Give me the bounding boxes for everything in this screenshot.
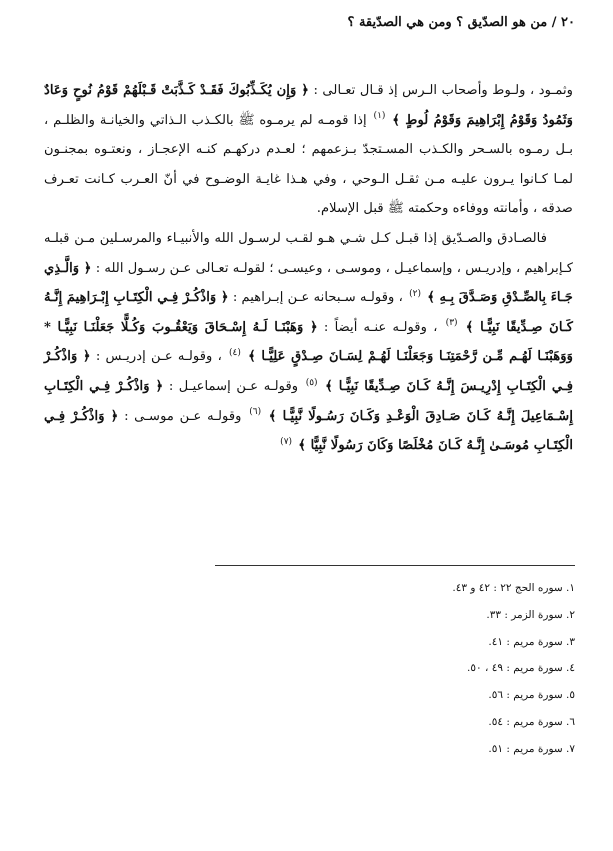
quran-verse-4: ﴿ وَهَبْنَـا لَـهُ إِسْـحَاقَ وَيَعْقُـوبَ وَكُـلًّا جَعَلْنَـا نَبِيًّـا * وَوَهَبْنَـا لَهُـم مِّـن رَّحْمَتِنَـا وَجَعَلْنَـا لَهُـمْ لِسَـانَ صِـدْقٍ عَلِيًّـا ﴾ [44, 319, 573, 365]
footnote-divider [215, 565, 575, 566]
main-text [44, 76, 573, 461]
footnote-marker-4[interactable]: (٤) [229, 347, 241, 358]
quran-verse-2: ﴿ وَالَّـذِي جَـاءَ بِالصِّـدْقِ وَصَـدَّقَ بِـهِ ﴾ [44, 260, 573, 306]
quran-verse-3: ﴿ وَاذْكُـرْ فِـي الْكِتَـابِ إِبْـرَاهِيمَ إِنَّـهُ كَـانَ صِـدِّيقًا نَبِيًّـا ﴾ [44, 290, 574, 335]
footnote-6: ٦. سورة مريم : ٥٤. [488, 715, 575, 728]
quran-verse-1: ﴿ وَإِن يُكَـذِّبُوكَ فَقَـدْ كَـذَّبَتْ قَـبْلَهُمْ قَوْمُ نُوحٍ وَعَادٌ وَثَمُودُ وَقَوْمُ إِبْرَاهِيمَ وَقَوْمُ لُوطٍ ﴾ [44, 83, 573, 128]
paragraph-2-text-d: ، وقولـه عـن إدريـس : [95, 349, 222, 365]
quran-verse-7: ﴿ وَاذْكُـرْ فِـي الْكِتَـابِ مُوسَـىٰ إِنَّـهُ كَـانَ مُخْلَصًا وَكَانَ رَسُولًا نَّبِيًّا ﴾ [44, 408, 573, 454]
footnote-4: ٤. سورة مريم : ٤٩ ، ٥٠. [467, 662, 575, 675]
footnote-1: ١. سوره الحج ٢٢ : ٤٢ و ٤٣. [452, 582, 575, 594]
footnote-3: ٣. سورة مريم : ٤١. [488, 635, 575, 648]
footnote-marker-2[interactable]: (٢) [409, 288, 421, 299]
footnote-5: ٥. سورة مريم : ٥٦. [488, 689, 575, 702]
quran-verse-6: ﴿ وَاذْكُـرْ فِـي الْكِتَـابِ إِسْـمَاعِيلَ إِنَّـهُ كَـانَ صَـادِقَ الْوَعْـدِ وَكَـانَ رَسُـولًا نَّبِيًّـا ﴾ [44, 378, 573, 424]
paragraph-2-text-f: وقولـه عـن موسـى : [124, 408, 242, 424]
paragraph-2-text-e: وقولـه عـن إسماعيـل : [168, 378, 299, 394]
footnote-7: ٧. سورة مريم : ٥١. [488, 742, 575, 755]
paragraph-1-intro: وثمـود ، ولـوط وأصحاب الـرس إذ قـال تعـالى : [313, 83, 573, 98]
footnote-marker-6[interactable]: (٦) [249, 407, 262, 418]
footnote-2: ٢. سورة الزمر : ٣٣. [486, 608, 575, 621]
paragraph-2-intro: فالصـادق والصـدّيق إذا قبـل كـل شـي هـو لقـب لرسـول الله والأنبيـاء والمرسـلين مـن قبلـه كـإبراهيم ، وإدريـس ، وإسماعيـل ، وموسـى ، وعيسـى ؛ لقولـه تعـالى عـن رسـول الله : [44, 230, 573, 276]
paragraph-2-text-c: ، وقولـه عنـه أيضاً : [323, 319, 438, 335]
quran-verse-5: ﴿ وَاذْكُـرْ فِـي الْكِتَـابِ إِدْرِيـسَ إِنَّـهُ كَـانَ صِـدِّيقًا نَبِيًّـا ﴾ [44, 349, 574, 394]
footnote-marker-1[interactable]: (١) [373, 111, 386, 122]
paragraph-1 [44, 76, 573, 224]
footnotes-list [300, 575, 575, 763]
paragraph-2 [44, 224, 573, 461]
footnote-marker-5[interactable]: (٥) [305, 377, 318, 388]
footnote-marker-7[interactable]: (٧) [280, 436, 293, 447]
footnote-marker-3[interactable]: (٣) [445, 318, 458, 329]
paragraph-1-body: إذا قومـه لم يرمـوه ﷺ بالكـذب الـذاتي والخيانـة والظلـم ، بـل رمـوه بالسـحر والكـذب المسـتجدّ بـزعمهم ؛ لعـدم دركهـم كنـه الإعجـاز ، ونعتـوه بمجنـون لمـا كـانوا يـرون عليـه مـن ثقـل الـوحي ، وفي هـذا غايـة الوضـوح في أنّ العـرب كـانت تعـرف صدقه ، وأمانته ووفاءه وحكمته ﷺ قبل الإسلام. [44, 112, 573, 217]
paragraph-2-text-b: ، وقولـه سـبحانه عـن إبـراهيم : [232, 290, 403, 306]
page-header: ٢٠ / من هو الصدّيق ؟ ومن هي الصدّيقة ؟ [347, 15, 575, 30]
